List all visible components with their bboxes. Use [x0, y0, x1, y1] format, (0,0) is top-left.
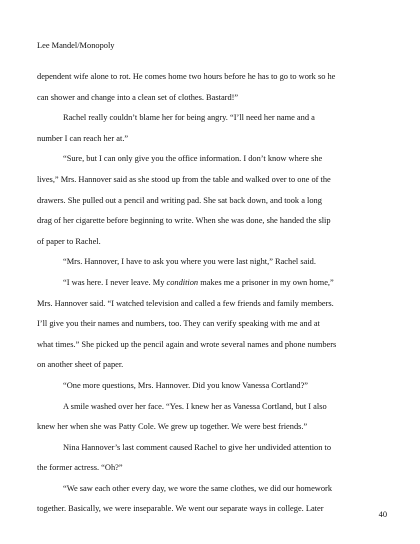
- running-header: Lee Mandel/Monopoly: [37, 41, 115, 50]
- paragraph-start-line: [37, 273, 383, 294]
- text-line: drawers. She pulled out a pencil and writing pad. She sat back down, and took a long: [37, 195, 322, 205]
- paragraph-start-line: A smile washed over her face. “Yes. I knew her as Vanessa Cortland, but I also: [63, 401, 327, 411]
- text-line: on another sheet of paper.: [37, 360, 124, 370]
- paragraph-start-line: Nina Hannover’s last comment caused Rachel to give her undivided attention to: [63, 442, 332, 452]
- paragraph-start-line: “We saw each other every day, we wore the same clothes, we did our homework: [63, 483, 333, 493]
- text-segment: makes me a prisoner in my own home,”: [198, 277, 334, 287]
- text-line: I’ll give you their names and numbers, too. They can verify speaking with me and at: [37, 319, 320, 329]
- page-number: 40: [378, 510, 387, 519]
- text-line: lives,” Mrs. Hannover said as she stood up from the table and walked over to one of the: [37, 174, 331, 184]
- text-segment: “I was here. I never leave. My: [63, 277, 167, 287]
- text-line: of paper to Rachel.: [37, 236, 101, 246]
- text-line: dependent wife alone to rot. He comes home two hours before he has to go to work so he: [37, 72, 336, 81]
- paragraph-start-line: Rachel really couldn’t blame her for being angry. “I’ll need her name and a: [63, 113, 315, 123]
- paragraph-start-line: “Sure, but I can only give you the office information. I don’t know where she: [63, 154, 323, 164]
- paragraph-start-line: “One more questions, Mrs. Hannover. Did you know Vanessa Cortland?”: [63, 380, 308, 390]
- text-line: what times.” She picked up the pencil again and wrote several names and phone numbers: [37, 339, 337, 349]
- text-line: knew her when she was Patty Cole. We grew up together. We were best friends.”: [37, 422, 308, 432]
- text-line: drag of her cigarette before beginning to write. When she was done, she handed the slip: [37, 216, 331, 226]
- text-line: together. Basically, we were inseparable. We went our separate ways in college. Later: [37, 504, 324, 514]
- text-line: can shower and change into a clean set of clothes. Bastard!”: [37, 92, 239, 102]
- text-line: number I can reach her at.”: [37, 133, 129, 143]
- italic-word: condition: [166, 277, 199, 287]
- body-text: [37, 67, 383, 520]
- paragraph-start-line: “Mrs. Hannover, I have to ask you where you were last night,” Rachel said.: [63, 257, 316, 267]
- text-line: the former actress. “Oh?”: [37, 463, 123, 473]
- text-line: Mrs. Hannover said. “I watched television and called a few friends and family members.: [37, 298, 334, 308]
